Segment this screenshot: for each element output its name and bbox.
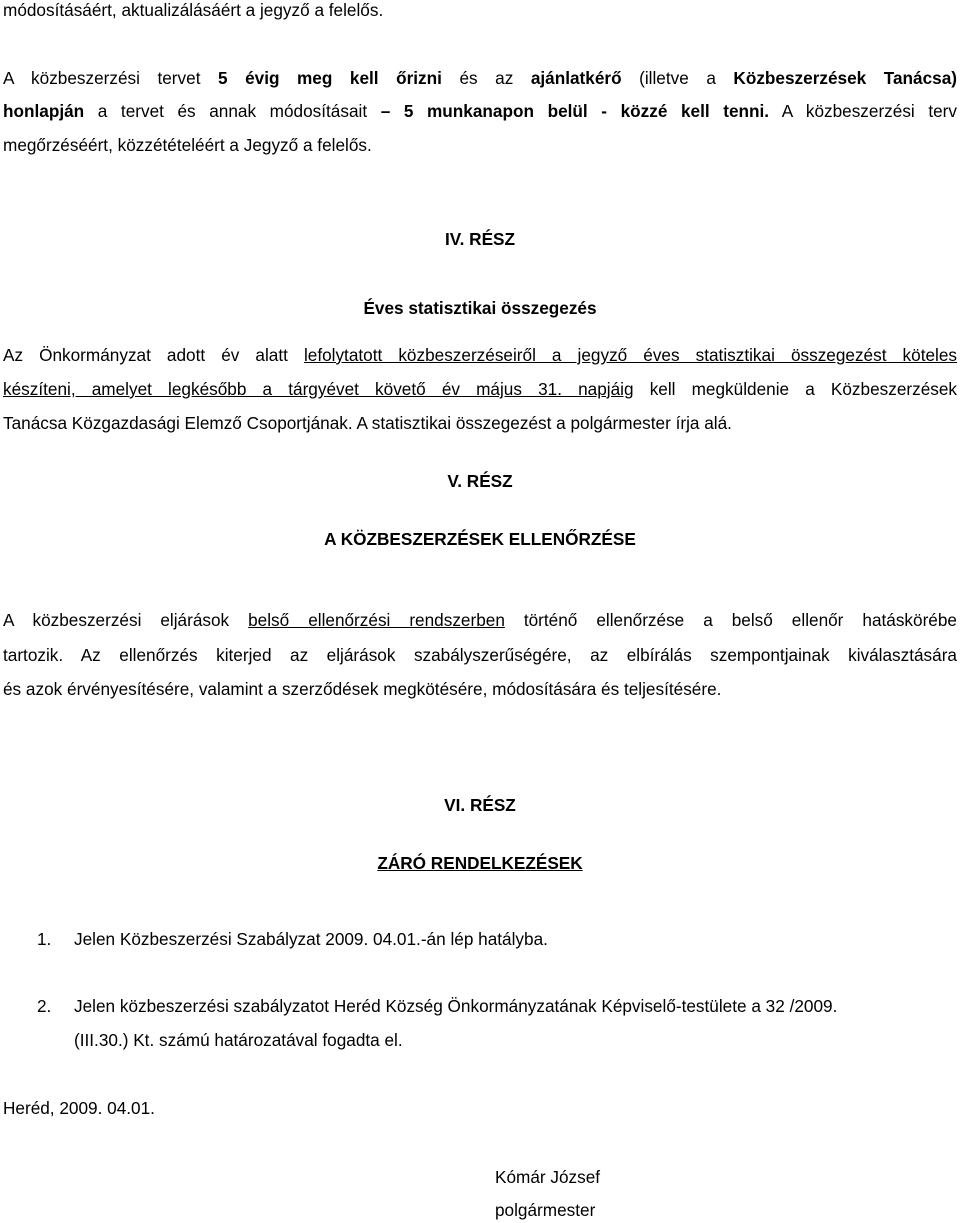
paragraph-line bbox=[3, 345, 957, 365]
section-heading: V. RÉSZ bbox=[447, 471, 513, 491]
paragraph-line bbox=[3, 68, 957, 88]
text-run: A közbeszerzési terv bbox=[769, 101, 957, 121]
section-title: Éves statisztikai összegezés bbox=[363, 298, 597, 318]
text-run-underlined: lefolytatott közbeszerzéseiről a jegyző éves statisztikai összegezést köteles bbox=[303, 345, 957, 365]
section-title: ZÁRÓ RENDELKEZÉSEK bbox=[377, 853, 583, 873]
text-run: A közbeszerzési eljárások bbox=[3, 610, 249, 630]
paragraph-line: megőrzéséért, közzétételéért a Jegyző a felelős. bbox=[3, 135, 372, 155]
paragraph-line: és azok érvényesítésére, valamint a szerződések megkötésére, módosítására és teljesítésére. bbox=[3, 679, 722, 699]
paragraph-line: Tanácsa Közgazdasági Elemző Csoportjának. A statisztikai összegezést a polgármester írja alá. bbox=[3, 413, 732, 433]
text-run: a tervet és annak módosításait bbox=[84, 101, 381, 121]
paragraph-line bbox=[3, 101, 957, 121]
section-heading: VI. RÉSZ bbox=[444, 795, 516, 815]
text-run: kell megküldenie a Közbeszerzések bbox=[633, 379, 958, 399]
signatory-name: Kómár József bbox=[495, 1167, 601, 1187]
paragraph-line bbox=[3, 610, 957, 630]
list-item-text: Jelen Közbeszerzési Szabályzat 2009. 04.01.-án lép hatályba. bbox=[74, 929, 548, 949]
text-run-bold: ajánlatkérő bbox=[530, 68, 622, 88]
paragraph-line bbox=[3, 379, 957, 399]
text-run: A közbeszerzési tervet bbox=[3, 68, 218, 88]
section-title: A KÖZBESZERZÉSEK ELLENŐRZÉSE bbox=[324, 529, 636, 549]
text-run-bold: – 5 munkanapon belül - közzé kell tenni. bbox=[380, 101, 770, 121]
text-run-bold: honlapján bbox=[3, 101, 85, 121]
text-run-underlined: belső ellenőrzési rendszerben bbox=[248, 610, 505, 630]
section-heading: IV. RÉSZ bbox=[444, 229, 516, 249]
text-run-bold: 5 évig meg kell őrizni bbox=[218, 68, 442, 88]
list-item-text: (III.30.) Kt. számú határozatával fogadta el. bbox=[74, 1030, 403, 1050]
paragraph-line: módosításáért, aktualizálásáért a jegyző a felelős. bbox=[3, 0, 384, 20]
text-run-bold: Közbeszerzések Tanácsa) bbox=[733, 68, 957, 88]
signatory-role: polgármester bbox=[495, 1200, 596, 1220]
paragraph-line: tartozik. Az ellenőrzés kiterjed az eljárások szabályszerűségére, az elbírálás szempontjainak kiválasztására bbox=[3, 645, 957, 665]
list-item-number: 1. bbox=[37, 929, 52, 949]
text-run: és az bbox=[441, 68, 531, 88]
text-run: Az Önkormányzat adott év alatt bbox=[3, 345, 304, 365]
text-run-underlined: készíteni, amelyet legkésőbb a tárgyévet követő év május 31. napjáig bbox=[3, 379, 634, 399]
list-item-text: Jelen közbeszerzési szabályzatot Heréd Község Önkormányzatának Képviselő-testülete a 32 /2009. bbox=[74, 996, 838, 1016]
list-item-number: 2. bbox=[37, 996, 52, 1016]
text-run: (illetve a bbox=[621, 68, 734, 88]
text-run: történő ellenőrzése a belső ellenőr hatáskörébe bbox=[504, 610, 957, 630]
place-date: Heréd, 2009. 04.01. bbox=[3, 1098, 155, 1118]
